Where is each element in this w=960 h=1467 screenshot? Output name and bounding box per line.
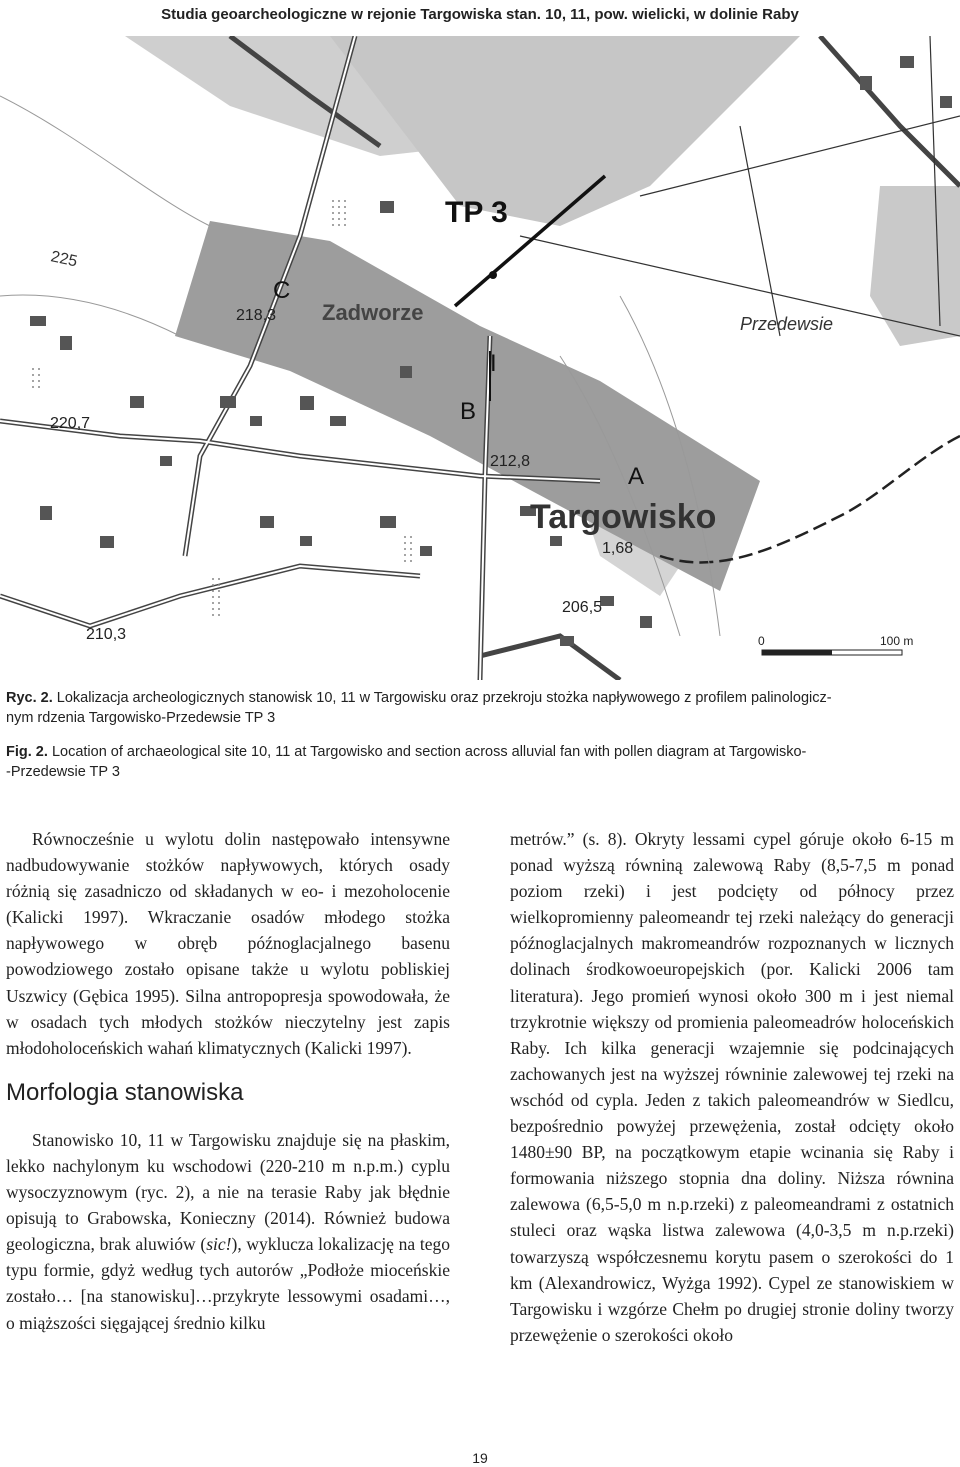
right-column [510,826,954,1348]
body-paragraph: Równocześnie u wylotu dolin następowało intensywne nadbudowywanie stożków napływowych, których osady różnią się zasadniczo od składanych w eo- i mezoholocenie (Kalicki 1997). Wkraczanie osadów młodego stożka napływowego w obręb późnoglacjalnego basenu powodziowego zostało opisane także u wylotu pobliskiej Uszwicy (Gębica 1995). Silna antropopresja spowodowała, że w osadach tych młodych stożków nieczytelny jest zapis młodoholoceńskich wahań klimatycznych (Kalicki 1997). [6,829,450,1058]
map-label-przedewsie: Przedewsie [740,314,834,334]
map-label-b: B [460,398,477,425]
elevation-label: 225 [49,248,79,271]
page-number: 19 [472,1450,488,1466]
elevation-label: 210,3 [86,626,127,643]
elevation-label: 220,7 [50,415,91,432]
road [820,36,960,186]
section-heading: Morfologia stanowiska [6,1078,244,1106]
road [480,636,620,680]
sic-italic: sic! [206,1234,232,1255]
elevation-label: 218,3 [236,307,277,324]
scale-bar [758,634,913,655]
map-label-a: A [628,463,645,490]
running-header: Studia geoarcheologiczne w rejonie Targowiska stan. 10, 11, pow. wielicki, w dolinie Raby [161,6,799,23]
map-label-zadworze: Zadworze [322,300,424,325]
caption-label: Ryc. 2. [6,690,53,706]
body-text: Stanowisko 10, 11 w Targowisku znajduje się na płaskim, lekko nachylonym ku wschodowi (220-210 m n.p.m.) cyplu wysoczyznowym (ryc. 2), a nie na terasie Raby jak błędnie opisują to Grabowska, Konieczny (2014). Również budowa geologiczna, brak aluwiów ( [6,1129,450,1255]
caption-text: Lokalizacja archeologicznych stanowisk 10, 11 w Targowisku oraz przekroju stożka napływowego z profilem palinologicz- [56,690,832,706]
scale-length-label: 100 m [880,634,914,648]
caption-text: nym rdzenia Targowisko-Przedewsie TP 3 [6,710,276,726]
caption-text: Location of archaeological site 10, 11 at Targowisko and section across alluvial fan with pollen diagram at Targowisko- [51,744,807,760]
caption-polish [6,688,958,728]
site-location-map [0,36,960,680]
map-label-c: C [273,277,291,304]
elevation-label: 212,8 [490,453,531,470]
map-figure [0,36,960,680]
elevation-label: 1,68 [602,540,634,557]
grey-patch [870,186,960,346]
body-paragraph [6,1127,450,1336]
map-label-tp3: TP 3 [445,196,508,229]
left-column [6,826,450,1336]
scale-zero-label: 0 [758,634,765,648]
caption-text: -Przedewsie TP 3 [6,764,120,780]
caption-label: Fig. 2. [6,744,48,760]
caption-english [6,742,958,782]
elevation-label: 206,5 [562,599,603,616]
body-text: ), wyklucza lokalizację na tego typu formie, gdyż według tych autorów „Podłoże mioceńskie zostało… [na stanowisku]…przykryte lessowymi osadami…, o miąższości sięgającej średnio kilku [6,1234,450,1333]
map-label-i: I [490,350,497,377]
map-label-targowisko: Targowisko [530,498,717,536]
body-paragraph: metrów.” (s. 8). Okryty lessami cypel góruje około 6-15 m ponad wyższą równiną zalewową Raby (8,5-7,5 m ponad poziom rzeki) i jest podcięty od północy przez wielkopromienny paleomeandr tej rzeki należący do generacji późnoglacjalnych makromeandrów rozpoznanych w licznych dolinach środkowoeuropejskich (por. Kalicki 2006 tam literatura). Jego promień wynosi około 300 m i jest niemal trzykrotnie większy od promienia paleomeadrów holoceńskich Raby. Ich kilka generacji wzajemnie się podcinających zachowanych jest na wyższej równinie zalewowej tej rzeki na wschód od cypla. Jeden z takich paleomeandrów w Siedlcu, bezpośrednio powyżej przewężenia, został odcięty około 1480±90 BP, na początkowym etapie wcinania się Raby i formowania niższego stopnia dna doliny. Niższa równina zalewowa (6,5-5,0 m n.p.rzeki) z paleomeandrami z ostatnich stuleci oraz wąska listwa zalewowa (4,0-3,5 m n.p.rzeki) towarzyszą współczesnemu korytu pasem o szerokości do 1 km (Alexandrowicz, Wyżga 1992). Cypel ze stanowiskiem w Targowisku i wzgórze Chełm po drugiej stronie doliny tworzy przewężenie o szerokości około [510,829,954,1345]
